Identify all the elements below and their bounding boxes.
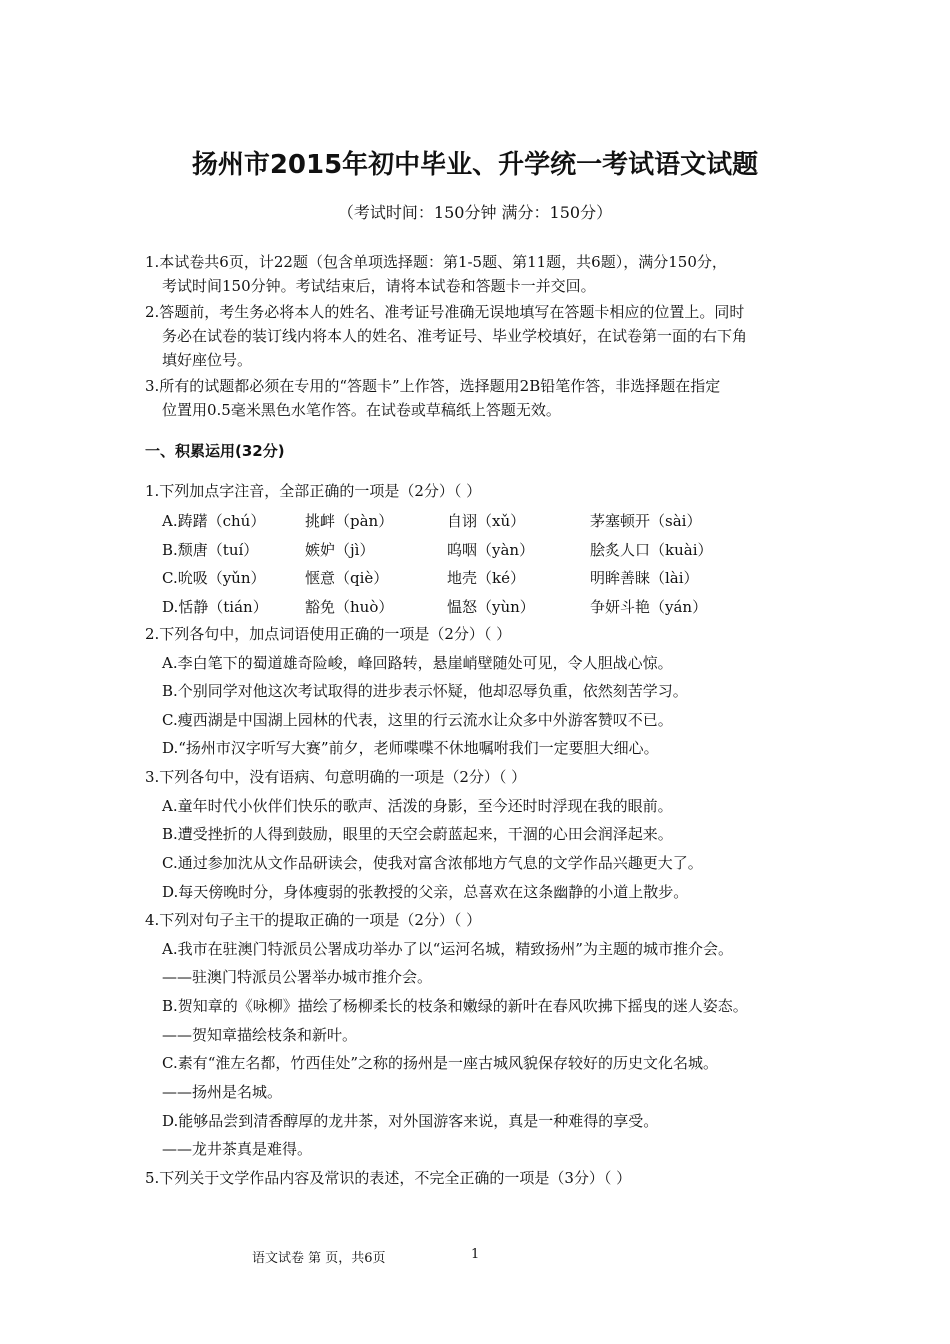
note-line: 2.答题前，考生务必将本人的姓名、准考证号准确无误地填写在答题卡相应的位置上。同时: [145, 303, 745, 321]
note-line: 位置用0.5毫米黑色水笔作答。在试卷或草稿纸上答题无效。: [162, 401, 561, 419]
option-line: C.通过参加沈从文作品研读会，使我对富含浓郁地方气息的文学作品兴趣更大了。: [162, 854, 703, 872]
option-line: A.我市在驻澳门特派员公署成功举办了以“运河名城，精致扬州”为主题的城市推介会。: [162, 940, 733, 958]
question-stem: 1.下列加点字注音，全部正确的一项是（2分）（ ）: [145, 482, 482, 500]
question-stem: 2.下列各句中，加点词语使用正确的一项是（2分）（ ）: [145, 625, 512, 643]
option-cell: 地壳（ké）: [447, 569, 525, 587]
option-cell: 豁免（huò）: [305, 598, 394, 616]
option-cell: 茅塞顿开（sài）: [590, 512, 702, 530]
exam-subtitle: （考试时间：150分钟 满分：150分）: [337, 203, 613, 222]
note-line: 考试时间150分钟。考试结束后，请将本试卷和答题卡一并交回。: [162, 277, 596, 295]
option-cell: 挑衅（pàn）: [305, 512, 394, 530]
option-answer-line: ——龙井茶真是难得。: [162, 1140, 313, 1158]
option-cell: 呜咽（yàn）: [447, 541, 535, 559]
option-cell: A.踌躇（chú）: [162, 512, 266, 530]
question-stem: 3.下列各句中，没有语病、句意明确的一项是（2分）（ ）: [145, 768, 527, 786]
option-answer-line: ——驻澳门特派员公署举办城市推介会。: [162, 968, 433, 986]
option-line: D.“扬州市汉字听写大赛”前夕，老师喋喋不休地嘱咐我们一定要胆大细心。: [162, 739, 659, 757]
note-line: 3.所有的试题都必须在专用的“答题卡”上作答，选择题用2B铅笔作答，非选择题在指定: [145, 377, 721, 395]
note-line: 填好座位号。: [162, 351, 253, 369]
option-cell: 愠怒（yùn）: [447, 598, 535, 616]
option-cell: D.恬静（tián）: [162, 598, 268, 616]
option-line: C.素有“淮左名都，竹西佳处”之称的扬州是一座古城风貌保存较好的历史文化名城。: [162, 1054, 719, 1072]
option-line: D.每天傍晚时分，身体瘦弱的张教授的父亲，总喜欢在这条幽静的小道上散步。: [162, 883, 689, 901]
option-line: D.能够品尝到清香醇厚的龙井茶，对外国游客来说，真是一种难得的享受。: [162, 1112, 659, 1130]
option-answer-line: ——扬州是名城。: [162, 1083, 283, 1101]
option-cell: 争妍斗艳（yán）: [590, 598, 708, 616]
option-line: B.个别同学对他这次考试取得的进步表示怀疑，他却忍辱负重，依然刻苦学习。: [162, 682, 688, 700]
option-cell: 自诩（xǔ）: [447, 512, 526, 530]
option-line: B.遭受挫折的人得到鼓励，眼里的天空会蔚蓝起来，干涸的心田会润泽起来。: [162, 825, 673, 843]
option-cell: C.吮吸（yǔn）: [162, 569, 266, 587]
option-cell: 惬意（qiè）: [305, 569, 389, 587]
option-line: B.贺知章的《咏柳》描绘了杨柳柔长的枝条和嫩绿的新叶在春风吹拂下摇曳的迷人姿态。: [162, 997, 748, 1015]
option-cell: 明眸善睐（lài）: [590, 569, 699, 587]
note-line: 务必在试卷的装订线内将本人的姓名、准考证号、毕业学校填好，在试卷第一面的右下角: [162, 327, 748, 345]
exam-title: 扬州市2015年初中毕业、升学统一考试语文试题: [191, 150, 759, 180]
page-number: 1: [471, 1247, 480, 1262]
option-line: C.瘦西湖是中国湖上园林的代表，这里的行云流水让众多中外游客赞叹不已。: [162, 711, 673, 729]
option-line: A.童年时代小伙伴们快乐的歌声、活泼的身影，至今还时时浮现在我的眼前。: [162, 797, 673, 815]
note-line: 1.本试卷共6页，计22题（包含单项选择题：第1-5题、第11题，共6题），满分150分，: [145, 253, 727, 271]
section-heading: 一、积累运用(32分): [145, 442, 285, 460]
option-cell: B.颓唐（tuí）: [162, 541, 259, 559]
option-cell: 脍炙人口（kuài）: [590, 541, 713, 559]
option-answer-line: ——贺知章描绘枝条和新叶。: [162, 1026, 358, 1044]
option-line: A.李白笔下的蜀道雄奇险峻，峰回路转，悬崖峭壁随处可见，令人胆战心惊。: [162, 654, 673, 672]
question-stem: 5.下列关于文学作品内容及常识的表述，不完全正确的一项是（3分）（ ）: [145, 1169, 632, 1187]
option-cell: 嫉妒（jì）: [305, 541, 375, 559]
question-stem: 4.下列对句子主干的提取正确的一项是（2分）（ ）: [145, 911, 482, 929]
page-footer: 语文试卷 第 页，共6页: [252, 1251, 386, 1266]
